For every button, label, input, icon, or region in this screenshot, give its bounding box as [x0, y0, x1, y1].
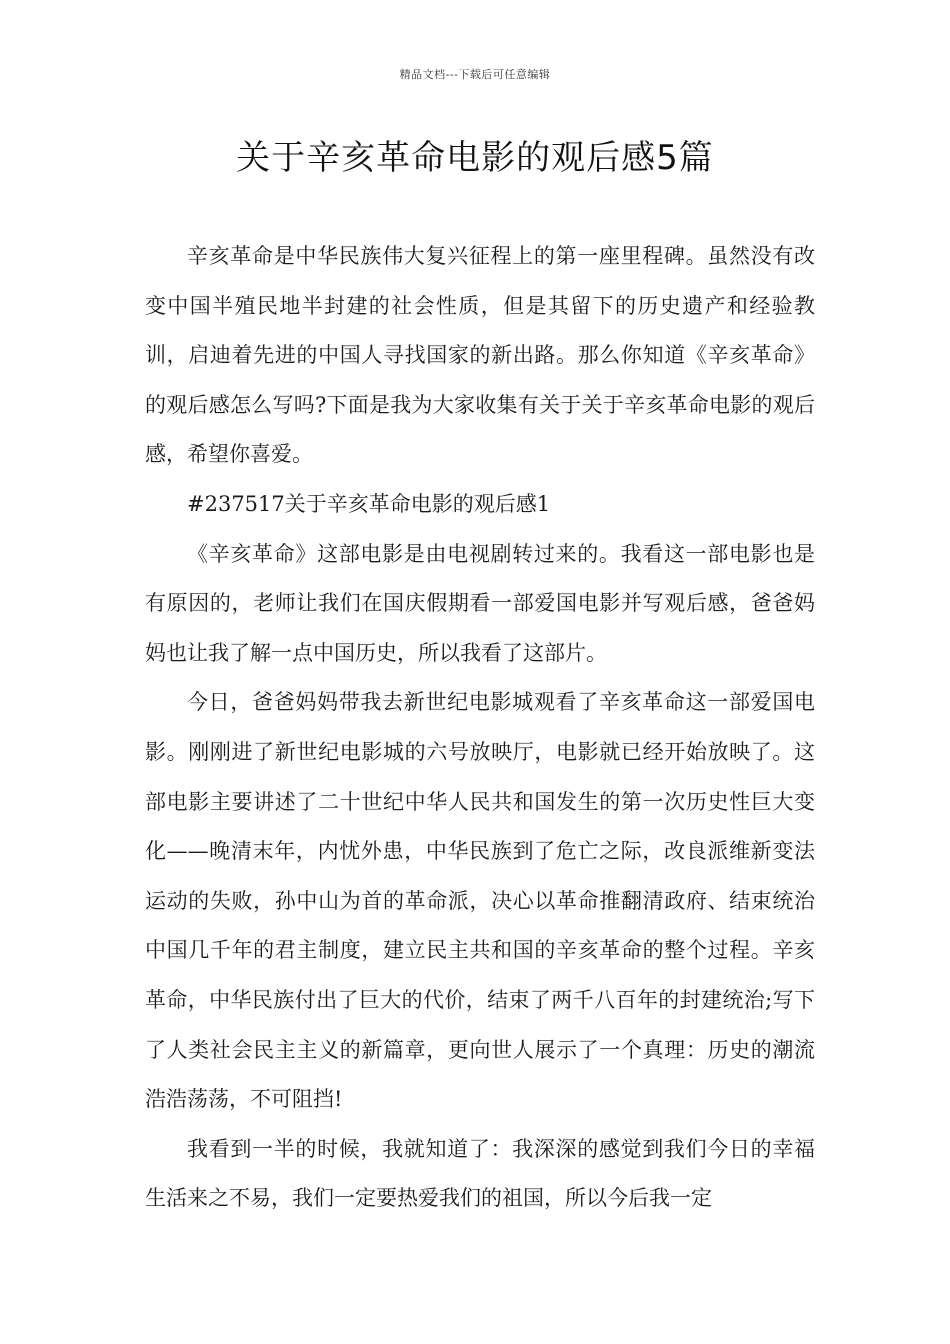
paragraph: 今日，爸爸妈妈带我去新世纪电影城观看了辛亥革命这一部爱国电影。刚刚进了新世纪电影城的六号放映厅，电影就已经开始放映了。这部电影主要讲述了二十世纪中华人民共和国发生的第一次历史性巨大变化——晚清末年，内忧外患，中华民族到了危亡之际，改良派维新变法运动的失败，孙中山为首的革命派，决心以革命推翻清政府、结束统治中国几千年的君主制度，建立民主共和国的辛亥革命的整个过程。辛亥革命，中华民族付出了巨大的代价，结束了两千八百年的封建统治;写下了人类社会民主主义的新篇章，更向世人展示了一个真理：历史的潮流浩浩荡荡，不可阻挡!: [145, 690, 815, 1112]
header-note: 精品文档---下载后可任意编辑: [399, 68, 551, 81]
document-body: [145, 232, 815, 1224]
paragraph: 《辛亥革命》这部电影是由电视剧转过来的。我看这一部电影也是有原因的，老师让我们在国庆假期看一部爱国电影并写观后感，爸爸妈妈也让我了解一点中国历史，所以我看了这部片。: [145, 541, 815, 665]
paragraph-intro: 辛亥革命是中华民族伟大复兴征程上的第一座里程碑。虽然没有改变中国半殖民地半封建的社会性质，但是其留下的历史遗产和经验教训，启迪着先进的中国人寻找国家的新出路。那么你知道《辛亥革命》的观后感怎么写吗?下面是我为大家收集有关于关于辛亥革命电影的观后感，希望你喜爱。: [145, 244, 815, 467]
document-title: 关于辛亥革命电影的观后感5篇: [236, 138, 714, 178]
paragraph: 我看到一半的时候，我就知道了：我深深的感觉到我们今日的幸福生活来之不易，我们一定要热爱我们的祖国，所以今后我一定: [145, 1136, 815, 1211]
section-heading: #237517关于辛亥革命电影的观后感1: [187, 491, 551, 516]
